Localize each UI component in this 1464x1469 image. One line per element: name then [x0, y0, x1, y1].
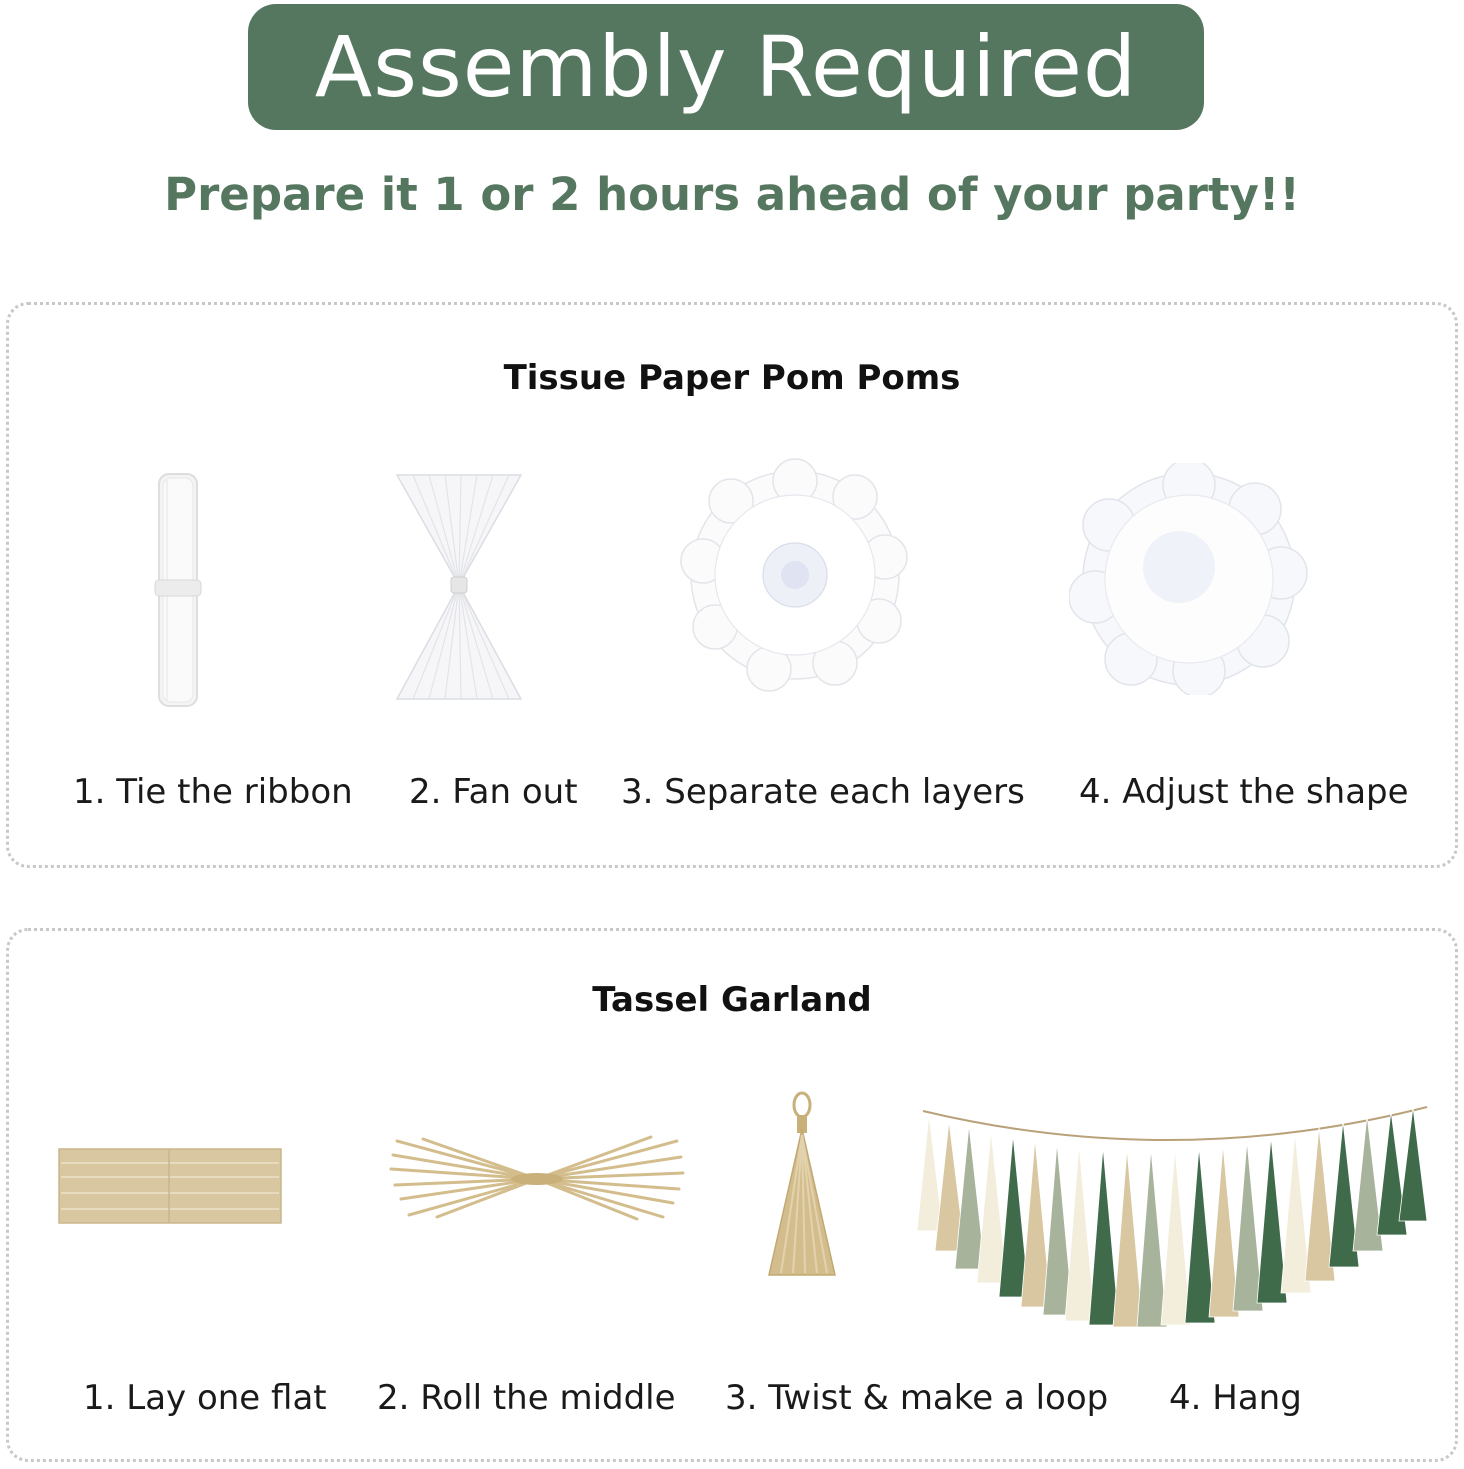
looped-tassel-icon — [757, 1089, 847, 1281]
pompoms-panel — [6, 302, 1458, 868]
pompoms-step-2-label: 2. Fan out — [409, 772, 578, 812]
finished-pom-icon — [1069, 463, 1309, 695]
rolled-tassel-icon — [387, 1129, 687, 1229]
separated-pom-icon — [679, 457, 911, 693]
folded-tissue-stack-icon — [149, 470, 209, 710]
pompoms-step-1-label: 1. Tie the ribbon — [73, 772, 353, 812]
fanned-tissue-icon — [389, 467, 529, 707]
pompoms-title: Tissue Paper Pom Poms — [503, 358, 961, 398]
pompoms-step-4-label: 4. Adjust the shape — [1079, 772, 1409, 812]
page-subtitle: Prepare it 1 or 2 hours ahead of your party!! — [164, 168, 1300, 221]
tassels-step-1-label: 1. Lay one flat — [83, 1378, 327, 1418]
tassels-step-4-label: 4. Hang — [1169, 1378, 1302, 1418]
tassels-step-2-label: 2. Roll the middle — [377, 1378, 676, 1418]
tassels-step-3-label: 3. Twist & make a loop — [725, 1378, 1109, 1418]
tassels-panel — [6, 928, 1458, 1462]
tassel-garland-icon — [917, 1101, 1433, 1331]
flat-tissue-icon — [57, 1147, 287, 1227]
page-title: Assembly Required — [314, 18, 1138, 116]
tassels-title: Tassel Garland — [592, 980, 872, 1020]
title-banner — [248, 4, 1204, 130]
pompoms-step-3-label: 3. Separate each layers — [621, 772, 1025, 812]
